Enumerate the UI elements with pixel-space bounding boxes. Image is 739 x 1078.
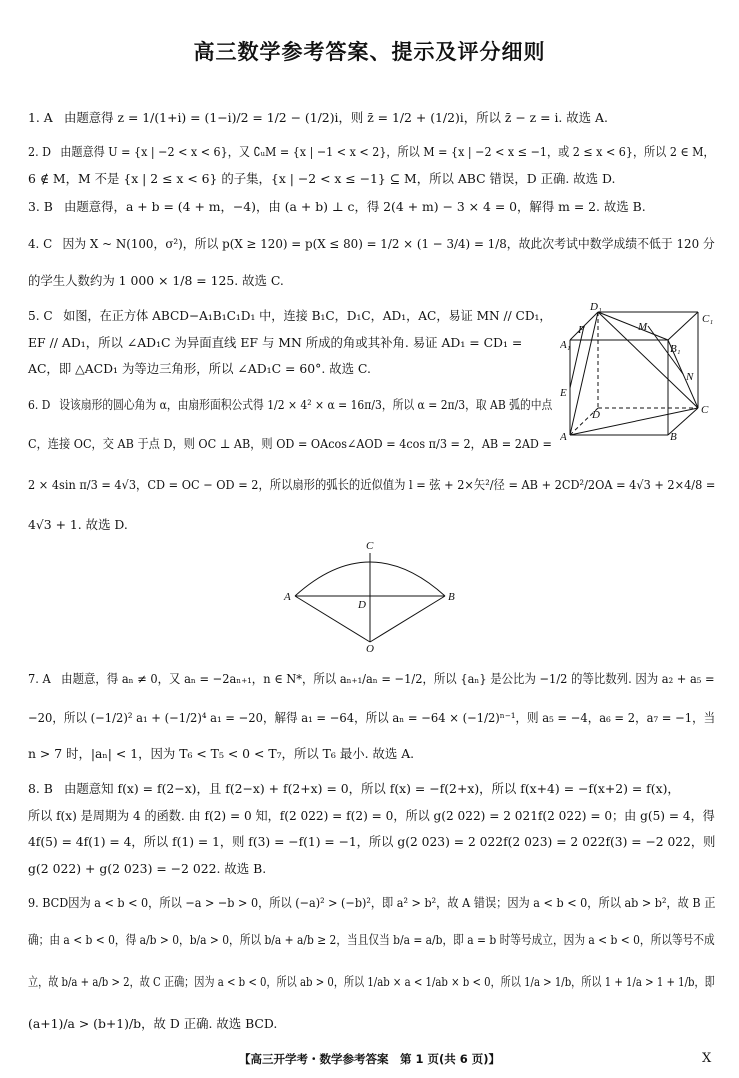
- cube-label: N: [686, 371, 694, 383]
- sector-label: D: [358, 599, 366, 611]
- item-2-line-2: 6 ∉ M，M 不是 {x | 2 ≤ x < 6} 的子集，{x | −2 < x ≤ −1} ⊆ M，所以 ABC 错误，D 正确. 故选 D.: [28, 171, 616, 186]
- cube-label: A₁: [560, 339, 571, 351]
- item-7-line-2: −20，所以 (−1/2)² a₁ + (−1/2)⁴ a₁ = −20，解得 a₁ = −64，所以 aₙ = −64 × (−1/2)ⁿ⁻¹，则 a₅ = −4，a₆ = 2，a₇ = −1，当: [28, 710, 716, 725]
- item-4-line-2: 的学生人数约为 1 000 × 1/8 = 125. 故选 C.: [28, 273, 284, 288]
- item-line: 由题意，得 aₙ ≠ 0，又 aₙ = −2aₙ₊₁，n ∈ N*，所以 aₙ₊₁/aₙ = −1/2，所以 {aₙ} 是公比为 −1/2 的等比数列. 因为 a₂ + a₅ =: [61, 671, 715, 686]
- item-line: 由题意得，a + b = (4 + m，−4)，由 (a + b) ⊥ c，得 2(4 + m) − 3 × 4 = 0，解得 m = 2. 故选 B.: [64, 199, 646, 214]
- cube-label: E: [560, 387, 567, 399]
- footer-mark: X: [702, 1051, 712, 1066]
- item-line: 设该扇形的圆心角为 α，由扇形面积公式得 1/2 × 4² × α = 16π/3，所以 α = 2π/3，取 AB 弧的中点: [59, 397, 553, 412]
- item-5-line-2: EF // AD₁，所以 ∠AD₁C 为异面直线 EF 与 MN 所成的角或其补角. 易证 AD₁ = CD₁ =: [28, 335, 523, 350]
- item-number: 2. D: [28, 144, 52, 159]
- item-line: 因为 X ~ N(100，σ²)，所以 p(X ≥ 120) = p(X ≤ 80) = 1/2 × (1 − 3/4) = 1/8，故此次考试中数学成绩不低于 120 分: [62, 236, 715, 251]
- item-9-line-2: 确；由 a < b < 0，得 a/b > 0，b/a > 0，所以 b/a + a/b ≥ 2，当且仅当 b/a = a/b，即 a = b 时等号成立，因为 a < b < 0，所以等号不成: [28, 932, 715, 947]
- item-8-line-3: 4f(5) = 4f(1) = 4，所以 f(1) = 1，则 f(3) = −f(1) = −1，所以 g(2 023) = 2 022f(2 023) = 2 022f(3) = −2 022，则: [28, 834, 716, 849]
- item-5: [28, 308, 552, 324]
- cube-label: C₁: [702, 313, 714, 325]
- item-number: 8. B: [28, 781, 53, 796]
- item-1: [28, 110, 608, 126]
- radius-ob: [370, 596, 445, 642]
- cube-diagonal: [598, 312, 668, 340]
- cube-label: B₁: [670, 343, 681, 355]
- item-9-line-3: 立，故 b/a + a/b > 2，故 C 正确；因为 a < b < 0，所以 ab > 0，所以 1/ab × a < 1/ab × b < 0，所以 1/a > 1/b，所以 1 + 1/a > 1 + 1/b，即: [28, 974, 715, 989]
- item-6-line-3: 2 × 4sin π/3 = 4√3，CD = OC − OD = 2，所以扇形的弧长的近似值为 l = 弦 + 2×矢²/径 = AB + 2CD²/2OA = 4√3 + 2×4/8 =: [28, 477, 716, 492]
- cube-diagonal: [570, 408, 698, 435]
- item-6-line-2: C，连接 OC，交 AB 于点 D，则 OC ⊥ AB，则 OD = OAcos∠AOD = 4cos π/3 = 2，AB = 2AD =: [28, 436, 552, 451]
- item-8: [28, 781, 680, 797]
- item-7: [28, 671, 715, 687]
- item-line: 因为 a < b < 0，所以 −a > −b > 0，所以 (−a)² > (−b)²，即 a² > b²，故 A 错误；因为 a < b < 0，所以 ab > b²，故 B 正: [68, 895, 716, 910]
- cube-label: C: [701, 404, 709, 416]
- item-5-line-3: AC，即 △ACD₁ 为等边三角形，所以 ∠AD₁C = 60°. 故选 C.: [28, 361, 371, 376]
- sector-label: A: [284, 591, 291, 603]
- item-4: [28, 236, 715, 252]
- item-line: 由题意得 U = {x | −2 < x < 6}，又 ∁ᵤM = {x | −1 < x < 2}，所以 M = {x | −2 < x ≤ −1，或 2 ≤ x < 6}，所以 2 ∈ M，: [60, 144, 715, 159]
- page-title: 高三数学参考答案、提示及评分细则: [193, 40, 546, 64]
- cube-edge: [668, 312, 698, 340]
- cube-figure: [560, 300, 720, 440]
- item-number: 7. A: [28, 671, 51, 686]
- item-3: [28, 199, 646, 215]
- item-9: [28, 895, 715, 911]
- item-8-line-4: g(2 022) + g(2 023) = −2 022. 故选 B.: [28, 861, 267, 876]
- item-number: 5. C: [28, 308, 53, 323]
- item-number: 9. BCD: [28, 895, 69, 910]
- item-number: 1. A: [28, 110, 53, 125]
- sector-label: B: [448, 591, 455, 603]
- item-7-line-3: n > 7 时，|aₙ| < 1，因为 T₆ < T₅ < 0 < T₇，所以 T₆ 最小. 故选 A.: [28, 746, 415, 761]
- cube-label: D₁: [590, 301, 602, 313]
- item-number: 6. D: [28, 397, 51, 412]
- item-line: 由题意得 z = 1/(1+i) = (1−i)/2 = 1/2 − (1/2)i，则 z̄ = 1/2 + (1/2)i，所以 z̄ − z = i. 故选 A.: [64, 110, 608, 125]
- cube-label: F: [578, 324, 585, 336]
- item-number: 4. C: [28, 236, 53, 251]
- cube-label: A: [560, 431, 567, 440]
- cube-label: B: [670, 431, 677, 440]
- sector-label: O: [366, 643, 374, 653]
- item-line: 如图，在正方体 ABCD−A₁B₁C₁D₁ 中，连接 B₁C，D₁C，AD₁，AC，易证 MN // CD₁，: [63, 308, 552, 323]
- item-6: [28, 397, 552, 413]
- item-6-line-4: 4√3 + 1. 故选 D.: [28, 517, 128, 532]
- sector-label: C: [366, 540, 374, 552]
- item-8-line-2: 所以 f(x) 是周期为 4 的函数. 由 f(2) = 0 知，f(2 022) = f(2) = 0，所以 g(2 022) = 2 021f(2 022) = 0；由 g(5) = 4，得: [28, 808, 715, 823]
- item-line: 由题意知 f(x) = f(2−x)，且 f(2−x) + f(2+x) = 0，所以 f(x) = −f(2+x)，所以 f(x+4) = −f(x+2) = f(x)，: [64, 781, 680, 796]
- item-number: 3. B: [28, 199, 53, 214]
- cube-label: M: [638, 321, 648, 333]
- cube-label: D: [592, 409, 600, 421]
- item-2: [28, 144, 715, 160]
- sector-figure: [280, 538, 480, 653]
- page-footer: 【高三开学考・数学参考答案 第 1 页(共 6 页)】: [238, 1052, 501, 1066]
- item-9-line-4: (a+1)/a > (b+1)/b，故 D 正确. 故选 BCD.: [28, 1016, 278, 1031]
